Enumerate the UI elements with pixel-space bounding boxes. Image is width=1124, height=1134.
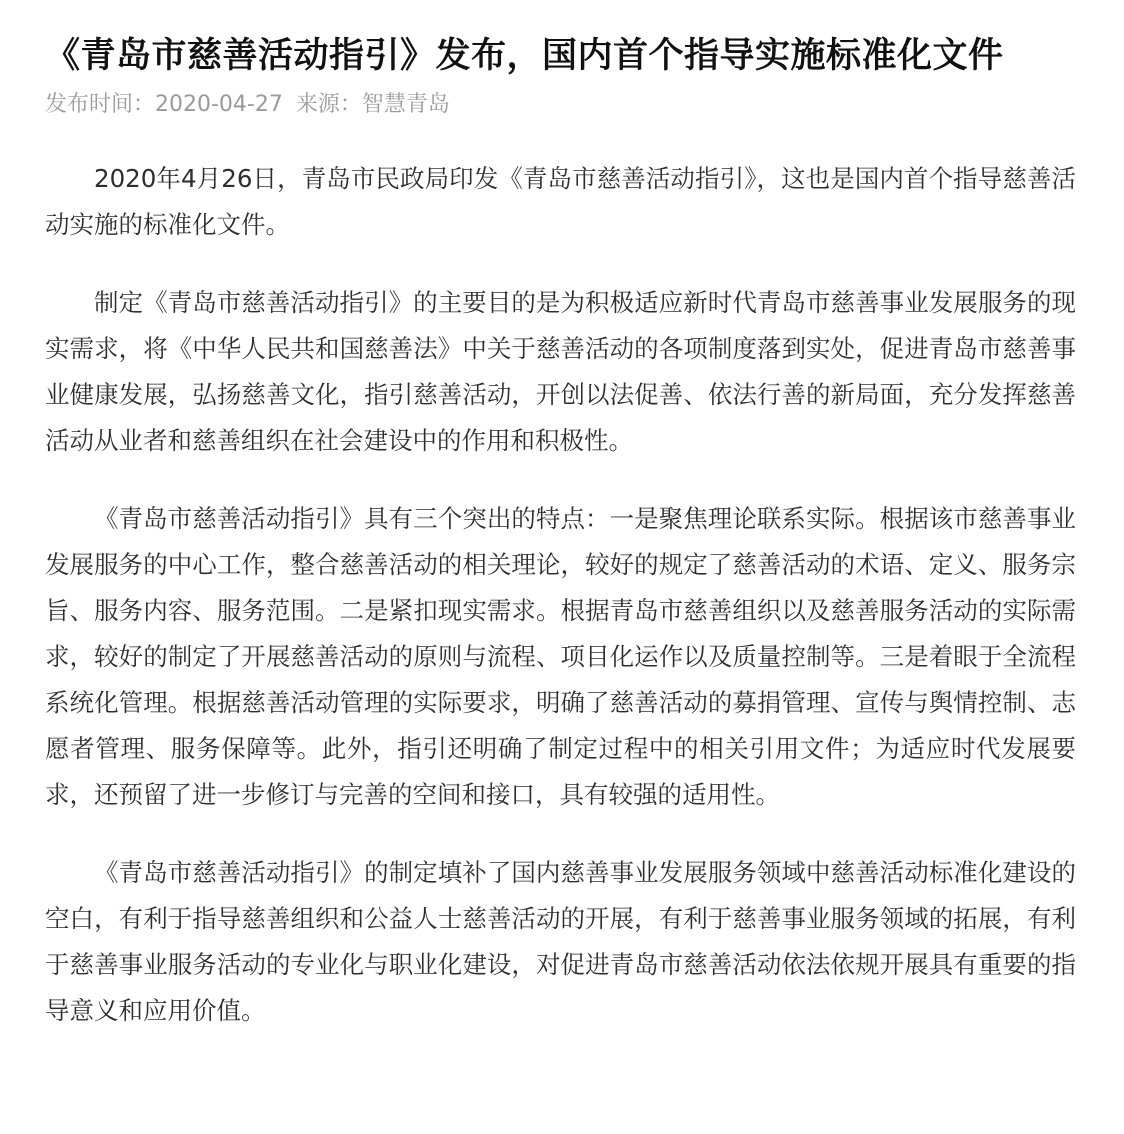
paragraph-4: 《青岛市慈善活动指引》的制定填补了国内慈善事业发展服务领域中慈善活动标准化建设的空白，有利于指导慈善组织和公益人士慈善活动的开展，有利于慈善事业服务领域的拓展，有利于慈善事业服务活动的专业化与职业化建设，对促进青岛市慈善活动依法依规开展具有重要的指导意义和应用价值。 (45, 858, 1076, 1025)
article-body (45, 156, 1076, 1034)
source: 来源：智慧青岛 (295, 92, 450, 117)
article-meta (45, 90, 1076, 120)
paragraph-1: 2020年4月26日，青岛市民政局印发《青岛市慈善活动指引》，这也是国内首个指导慈善活动实施的标准化文件。 (45, 164, 1076, 239)
publish-time: 发布时间：2020-04-27 (45, 92, 283, 117)
paragraph-3: 《青岛市慈善活动指引》具有三个突出的特点：一是聚焦理论联系实际。根据该市慈善事业发展服务的中心工作，整合慈善活动的相关理论，较好的规定了慈善活动的术语、定义、服务宗旨、服务内容、服务范围。二是紧扣现实需求。根据青岛市慈善组织以及慈善服务活动的实际需求，较好的制定了开展慈善活动的原则与流程、项目化运作以及质量控制等。三是着眼于全流程系统化管理。根据慈善活动管理的实际要求，明确了慈善活动的募捐管理、宣传与舆情控制、志愿者管理、服务保障等。此外，指引还明确了制定过程中的相关引用文件；为适应时代发展要求，还预留了进一步修订与完善的空间和接口，具有较强的适用性。 (45, 504, 1076, 809)
article-title: 《青岛市慈善活动指引》发布，国内首个指导实施标准化文件 (45, 36, 1004, 76)
paragraph-2: 制定《青岛市慈善活动指引》的主要目的是为积极适应新时代青岛市慈善事业发展服务的现实需求，将《中华人民共和国慈善法》中关于慈善活动的各项制度落到实处，促进青岛市慈善事业健康发展，弘扬慈善文化，指引慈善活动，开创以法促善、依法行善的新局面，充分发挥慈善活动从业者和慈善组织在社会建设中的作用和积极性。 (45, 288, 1076, 455)
